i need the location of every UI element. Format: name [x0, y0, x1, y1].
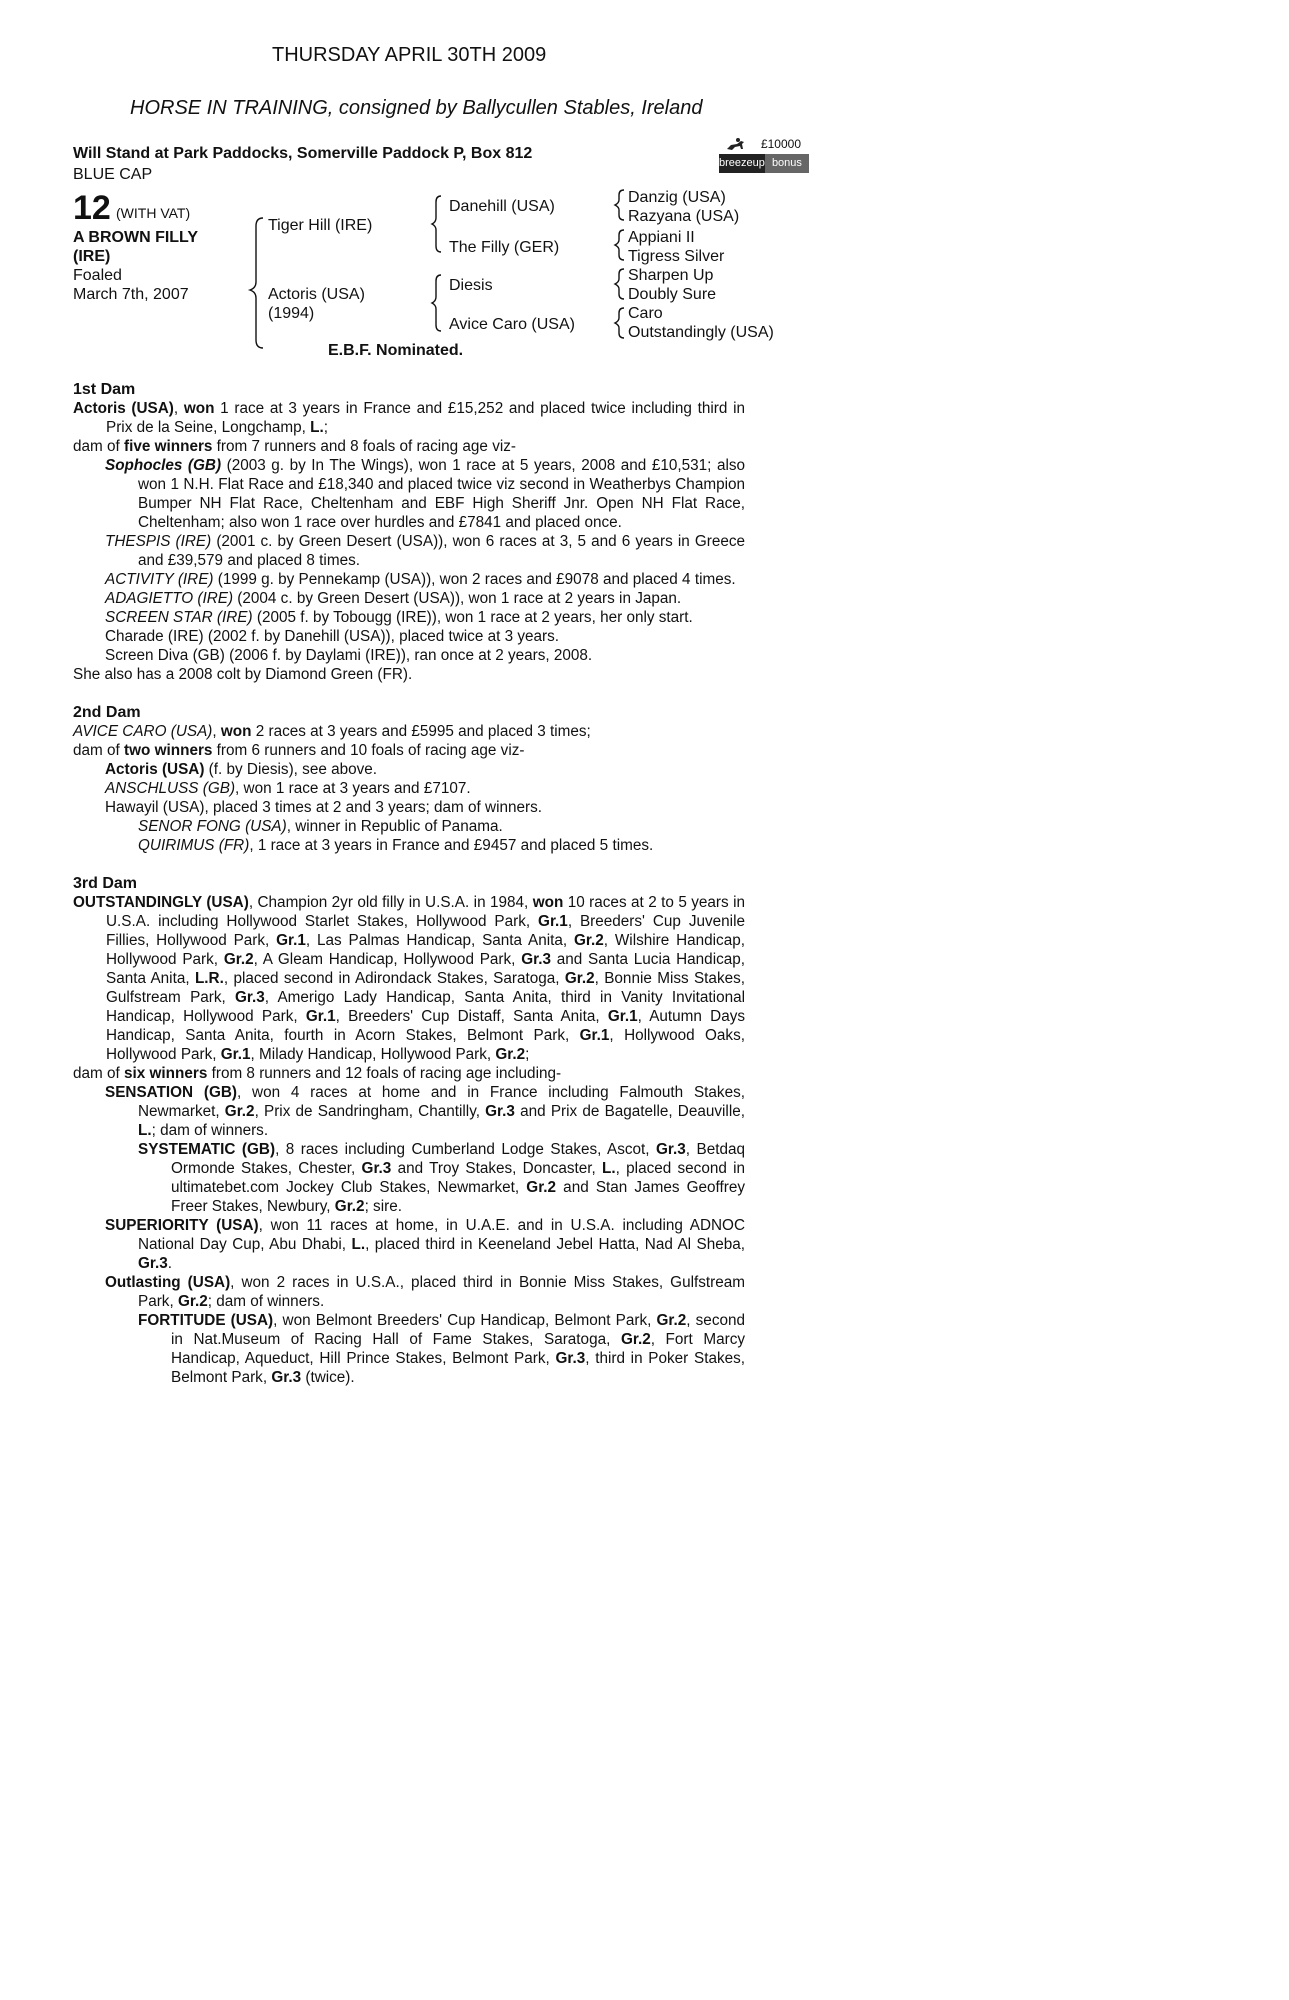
pedigree-sire-sire: Danehill (USA): [449, 198, 555, 215]
produce-entry: [73, 456, 745, 532]
horse-description-line1: A BROWN FILLY: [73, 229, 199, 246]
catalogue-body: [73, 380, 745, 1387]
produce-entry: [73, 570, 745, 589]
pedigree-gen3-8: Outstandingly (USA): [628, 324, 774, 341]
won-label: won: [183, 400, 215, 417]
intro-end: ;: [323, 419, 328, 436]
produce-record: , Fort Marcy Handicap, Aqueduct, Hill Prince Stakes, Belmont Park,: [171, 1331, 745, 1367]
pedigree-gen3-1: Danzig (USA): [628, 189, 726, 206]
produce-record: (2005 f. by Tobougg (IRE)), won 1 race at 2 years, her only start.: [252, 609, 693, 626]
pedigree-gen3-3: Appiani II: [628, 229, 695, 246]
second-dam-produce-summary: [73, 741, 745, 760]
produce-entry: [73, 608, 745, 627]
winners-count: two winners: [124, 742, 213, 759]
produce-record: , 8 races including Cumberland Lodge Stakes, Ascot,: [275, 1141, 657, 1158]
produce-record: ; sire.: [364, 1198, 402, 1215]
pedigree-gen3-2: Razyana (USA): [628, 208, 740, 225]
race-grade: Gr.3: [271, 1369, 302, 1386]
race-grade: L.: [351, 1236, 366, 1253]
produce-entry: Charade (IRE) (2002 f. by Danehill (USA)), placed twice at 3 years.: [105, 628, 559, 645]
produce-name: SCREEN STAR (IRE): [105, 609, 253, 626]
grandproduce-entry: [73, 836, 745, 855]
produce-record: , Betdaq Ormonde Stakes, Chester,: [171, 1141, 745, 1177]
produce-record: (2001 c. by Green Desert (USA)), won 6 races at 3, 5 and 6 years in Greece and £39,579 and placed 8 times.: [138, 533, 746, 569]
consignment-title: HORSE IN TRAINING, consigned by Ballycullen Stables, Ireland: [130, 97, 703, 119]
pedigree-dam-dam: Avice Caro (USA): [449, 316, 575, 333]
race-grade: Gr.1: [538, 913, 568, 930]
produce-record: (2004 c. by Green Desert (USA)), won 1 race at 2 years in Japan.: [233, 590, 682, 607]
third-dam-intro: [73, 893, 745, 1064]
produce-name: SENOR FONG (USA): [138, 818, 287, 835]
race-grade: Gr.2: [223, 951, 254, 968]
damof-text: dam of: [73, 438, 125, 455]
produce-entry: [73, 589, 745, 608]
race-grade: Gr.1: [220, 1046, 251, 1063]
produce-entry: [73, 532, 745, 570]
record-text: , Bonnie Miss Stakes, Gulfstream Park,: [106, 970, 745, 1006]
produce-record: , won 2 races in U.S.A., placed third in Bonnie Miss Stakes, Gulfstream Park,: [138, 1274, 745, 1310]
produce-name: SENSATION (GB): [105, 1084, 238, 1101]
ebf-nomination: E.B.F. Nominated.: [328, 342, 464, 359]
produce-record: , third in Poker Stakes, Belmont Park,: [171, 1350, 746, 1386]
produce-record: , second in Nat.Museum of Racing Hall of Fame Stakes, Saratoga,: [171, 1312, 745, 1348]
third-dam-produce-summary: [73, 1064, 745, 1083]
record-text: , placed second in Adirondack Stakes, Saratoga,: [223, 970, 565, 987]
produce-record: .: [167, 1255, 173, 1272]
pedigree-dam: Actoris (USA): [268, 286, 365, 303]
pedigree-gen3-4: Tigress Silver: [628, 248, 725, 265]
listed-grade: L.: [310, 419, 324, 436]
spacer: ,: [173, 400, 184, 417]
record-text: and Santa Lucia Handicap, Santa Anita,: [106, 951, 745, 987]
produce-name: ADAGIETTO (IRE): [105, 590, 234, 607]
pedigree-dam-sire: Diesis: [449, 277, 493, 294]
produce-name: Sophocles (GB): [105, 457, 222, 474]
produce-record: , won 4 races at home and in France including Falmouth Stakes, Newmarket,: [138, 1084, 745, 1120]
race-grade: L.: [138, 1122, 152, 1139]
record-text: 10 races at 2 to 5 years in U.S.A. including Hollywood Starlet Stakes, Hollywood Park,: [106, 894, 746, 930]
race-grade: L.R.: [194, 970, 224, 987]
produce-name: ACTIVITY (IRE): [105, 571, 214, 588]
first-dam-produce-summary: [73, 437, 745, 456]
record-text: , A Gleam Handicap, Hollywood Park,: [253, 951, 522, 968]
pedigree-gen3-5: Sharpen Up: [628, 267, 714, 284]
intro-text: 2 races at 3 years and £5995 and placed 3 times;: [251, 723, 591, 740]
race-grade: Gr.2: [656, 1312, 687, 1329]
race-grade: Gr.3: [656, 1141, 686, 1158]
pedigree-gen3-7: Caro: [628, 305, 663, 322]
bonus-amount: £10000: [760, 137, 801, 151]
race-grade: Gr.1: [579, 1027, 610, 1044]
race-grade: Gr.1: [305, 1008, 336, 1025]
second-dam-heading: 2nd Dam: [73, 704, 141, 721]
race-grade: Gr.1: [276, 932, 306, 949]
produce-name: QUIRIMUS (FR): [138, 837, 250, 854]
produce-record: and Stan James Geoffrey Freer Stakes, Newbury,: [171, 1179, 745, 1215]
record-text: , Champion 2yr old filly in U.S.A. in 1984,: [248, 894, 533, 911]
damof-text: dam of: [73, 1065, 125, 1082]
produce-name: SUPERIORITY (USA): [105, 1217, 259, 1234]
pedigree-gen3-6: Doubly Sure: [628, 286, 717, 303]
produce-entry: [73, 760, 745, 779]
record-text: , Autumn Days Handicap, Santa Anita, fourth in Acorn Stakes, Belmont Park,: [106, 1008, 745, 1044]
won-label: won: [220, 723, 252, 740]
record-text: , Amerigo Lady Handicap, Santa Anita, third in Vanity Invitational Handicap, Hollywood Park,: [106, 989, 745, 1025]
won-label: won: [532, 894, 564, 911]
race-grade: Gr.3: [521, 951, 551, 968]
produce-record: , placed third in Keeneland Jebel Hatta, Nad Al Sheba,: [365, 1236, 746, 1253]
race-grade: Gr.3: [235, 989, 265, 1006]
grandproduce-entry: [73, 1140, 745, 1216]
horse-description-line2: (IRE): [73, 248, 111, 265]
race-grade: Gr.3: [555, 1350, 586, 1367]
produce-entry: [73, 1216, 745, 1273]
intro-text: 1 race at 3 years in France and £15,252 and placed twice including third in Prix de la Seine, Longchamp,: [106, 400, 745, 436]
second-dam-intro: [73, 722, 745, 741]
produce-entry: [73, 1273, 745, 1311]
foaled-label: Foaled: [73, 267, 122, 284]
produce-record: and Prix de Bagatelle, Deauville,: [514, 1103, 745, 1120]
first-dam-intro: [73, 399, 745, 437]
foaled-date: March 7th, 2007: [73, 286, 189, 303]
produce-record: and Troy Stakes, Doncaster,: [391, 1160, 603, 1177]
record-text: , Breeders' Cup Juvenile Fillies, Hollywood Park,: [106, 913, 745, 949]
winners-count: six winners: [124, 1065, 208, 1082]
produce-record: , won 1 race at 3 years and £7107.: [235, 780, 471, 797]
produce-record: , placed second in ultimatebet.com Jockey Club Stakes, Newmarket,: [171, 1160, 746, 1196]
produce-name: FORTITUDE (USA): [138, 1312, 274, 1329]
record-text: ;: [525, 1046, 530, 1063]
stand-location: Will Stand at Park Paddocks, Somerville Paddock P, Box 812: [73, 145, 533, 162]
lot-number: 12: [73, 189, 111, 227]
third-dam-heading: 3rd Dam: [73, 875, 138, 892]
produce-record: (f. by Diesis), see above.: [204, 761, 378, 778]
pedigree-brackets: [0, 0, 900, 360]
produce-entry: [73, 1083, 745, 1140]
race-grade: Gr.2: [177, 1293, 208, 1310]
record-text: , Hollywood Oaks, Hollywood Park,: [106, 1027, 745, 1063]
damof-text: from 6 runners and 10 foals of racing age viz-: [212, 742, 525, 759]
produce-name: Outlasting (USA): [105, 1274, 231, 1291]
produce-record: ; dam of winners.: [207, 1293, 325, 1310]
produce-name: ANSCHLUSS (GB): [105, 780, 236, 797]
dam-name: AVICE CARO (USA): [73, 723, 213, 740]
race-grade: Gr.2: [564, 970, 595, 987]
produce-record: , won Belmont Breeders' Cup Handicap, Belmont Park,: [273, 1312, 657, 1329]
produce-record: , 1 race at 3 years in France and £9457 and placed 5 times.: [249, 837, 654, 854]
produce-entry: [73, 779, 745, 798]
produce-record: ; dam of winners.: [151, 1122, 269, 1139]
produce-record: (2003 g. by In The Wings), won 1 race at 5 years, 2008 and £10,531; also won 1 N.H. Flat Race and £18,340 and placed twice viz second in Weatherbys Champion Bumper NH Flat Race, Cheltenham and EBF High Sheriff Jnr. Open NH Flat Race, Cheltenham; also won 1 race over hurdles and £7841 and placed once.: [138, 457, 746, 531]
race-grade: Gr.2: [495, 1046, 526, 1063]
produce-record: (1999 g. by Pennekamp (USA)), won 2 races and £9078 and placed 4 times.: [213, 571, 736, 588]
record-text: , Breeders' Cup Distaff, Santa Anita,: [335, 1008, 608, 1025]
grandproduce-entry: [73, 817, 745, 836]
logo-breezeup: breezeup: [719, 157, 765, 169]
produce-record: (twice).: [301, 1369, 355, 1386]
race-grade: Gr.2: [574, 932, 604, 949]
race-grade: Gr.3: [485, 1103, 515, 1120]
race-grade: Gr.2: [224, 1103, 255, 1120]
race-grade: Gr.3: [138, 1255, 168, 1272]
sale-date: THURSDAY APRIL 30TH 2009: [272, 44, 547, 66]
pedigree-sire-dam: The Filly (GER): [449, 239, 560, 256]
race-grade: Gr.2: [620, 1331, 651, 1348]
grandproduce-entry: [73, 1311, 745, 1387]
winners-count: five winners: [124, 438, 213, 455]
produce-record: , won 11 races at home, in U.A.E. and in U.S.A. including ADNOC National Day Cup, Abu Dhabi,: [138, 1217, 745, 1253]
record-text: , Wilshire Handicap, Hollywood Park,: [106, 932, 745, 968]
produce-record: , winner in Republic of Panama.: [286, 818, 503, 835]
separator: ,: [212, 723, 221, 740]
vat-note: (WITH VAT): [116, 205, 191, 221]
record-text: , Las Palmas Handicap, Santa Anita,: [305, 932, 574, 949]
produce-name: Actoris (USA): [105, 761, 205, 778]
produce-entry: Hawayil (USA), placed 3 times at 2 and 3 years; dam of winners.: [105, 799, 542, 816]
pedigree-dam-year: (1994): [268, 305, 315, 322]
race-grade: Gr.2: [526, 1179, 557, 1196]
cap-colour: BLUE CAP: [73, 166, 153, 183]
dam-name: Actoris (USA): [73, 400, 174, 417]
race-grade: Gr.2: [334, 1198, 365, 1215]
damof-text: dam of: [73, 742, 125, 759]
dam-name: OUTSTANDINGLY (USA): [73, 894, 249, 911]
produce-record: , Prix de Sandringham, Chantilly,: [254, 1103, 486, 1120]
logo-bonus: bonus: [765, 154, 809, 173]
damof-text: from 7 runners and 8 foals of racing age viz-: [212, 438, 516, 455]
produce-name: THESPIS (IRE): [105, 533, 212, 550]
produce-name: SYSTEMATIC (GB): [138, 1141, 276, 1158]
race-grade: L.: [602, 1160, 616, 1177]
pedigree-sire: Tiger Hill (IRE): [268, 217, 373, 234]
additional-produce: She also has a 2008 colt by Diamond Green (FR).: [73, 666, 413, 683]
race-grade: Gr.1: [607, 1008, 638, 1025]
damof-text: from 8 runners and 12 foals of racing age including-: [207, 1065, 562, 1082]
race-grade: Gr.3: [361, 1160, 392, 1177]
produce-entry: Screen Diva (GB) (2006 f. by Daylami (IRE)), ran once at 2 years, 2008.: [105, 647, 593, 664]
first-dam-heading: 1st Dam: [73, 381, 136, 398]
record-text: , Milady Handicap, Hollywood Park,: [250, 1046, 496, 1063]
